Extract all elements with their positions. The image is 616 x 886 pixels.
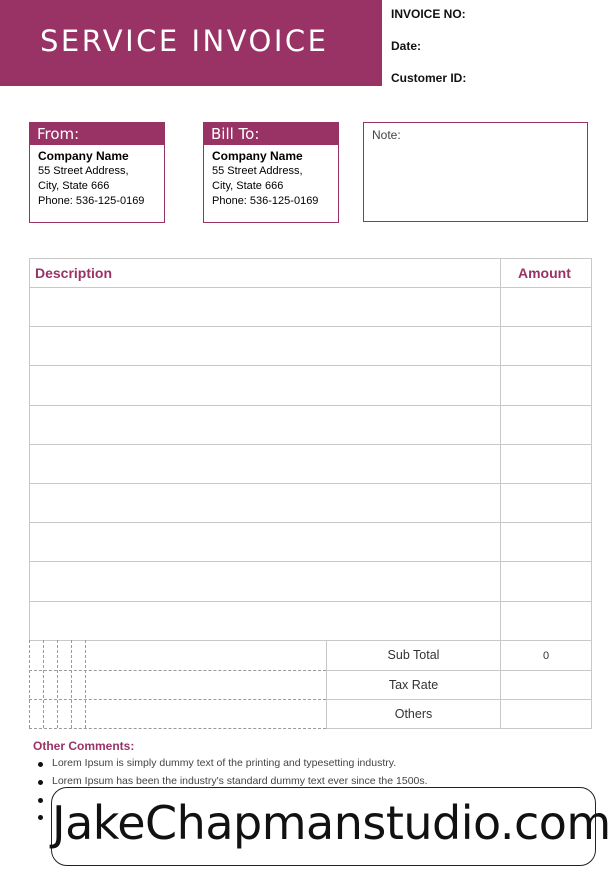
amount-header: Amount <box>518 265 571 281</box>
from-heading: From: <box>30 123 164 145</box>
bill-to-street: 55 Street Address, <box>212 165 303 177</box>
bullet <box>38 798 43 803</box>
table-row-divider <box>29 405 592 406</box>
summary-row-divider <box>326 670 592 671</box>
watermark-banner <box>51 787 611 866</box>
bullet <box>38 762 43 767</box>
title-band <box>0 0 382 86</box>
subtotal-value[interactable]: 0 <box>542 650 550 662</box>
dashed-col-line <box>57 640 58 728</box>
dashed-col-line <box>43 640 44 728</box>
from-street: 55 Street Address, <box>38 165 129 177</box>
customer-id-label: Customer ID: <box>391 71 467 85</box>
bill-to-company: Company Name <box>212 149 303 163</box>
tax-rate-label: Tax Rate <box>388 678 439 692</box>
bill-to-box <box>203 122 339 223</box>
bill-to-heading: Bill To: <box>204 123 338 145</box>
table-row-divider <box>29 326 592 327</box>
table-column-divider <box>500 258 501 640</box>
comment-item: Lorem Ipsum has been the industry's standard dummy text ever since the 1500s. <box>52 775 428 787</box>
subtotal-label: Sub Total <box>387 648 440 662</box>
table-row-divider <box>29 561 592 562</box>
from-phone: Phone: 536-125-0169 <box>38 195 145 207</box>
bullet <box>38 815 43 820</box>
table-left-border <box>29 258 30 640</box>
dashed-col-line <box>85 640 86 728</box>
date-label: Date: <box>391 39 422 53</box>
invoice-no-label: INVOICE NO: <box>391 7 466 21</box>
table-right-border <box>591 258 592 640</box>
invoice-title: SERVICE INVOICE <box>40 24 329 58</box>
note-box[interactable] <box>363 122 588 222</box>
summary-row-divider <box>326 699 592 700</box>
from-company: Company Name <box>38 149 129 163</box>
summary-right-border <box>591 640 592 728</box>
others-label: Others <box>394 707 433 721</box>
from-city: City, State 666 <box>38 180 110 192</box>
table-header-divider <box>29 287 592 288</box>
dashed-row-line <box>29 728 326 729</box>
table-row-divider <box>29 444 592 445</box>
dashed-col-line <box>71 640 72 728</box>
comment-item: Lorem Ipsum is simply dummy text of the printing and typesetting industry. <box>52 757 397 769</box>
table-row-divider <box>29 483 592 484</box>
table-top-border <box>29 258 592 259</box>
dashed-row-line <box>29 670 326 671</box>
description-header: Description <box>35 265 113 281</box>
bill-to-phone: Phone: 536-125-0169 <box>212 195 319 207</box>
bill-to-city: City, State 666 <box>212 180 284 192</box>
bullet <box>38 780 43 785</box>
from-box <box>29 122 165 223</box>
table-row-divider <box>29 601 592 602</box>
summary-bottom-border <box>326 728 592 729</box>
dashed-col-line <box>29 640 30 728</box>
watermark-text: JakeChapmanstudio.com <box>52 796 611 850</box>
table-bottom-border <box>29 640 592 641</box>
note-label: Note: <box>372 128 401 142</box>
comments-title: Other Comments: <box>33 739 135 753</box>
table-row-divider <box>29 522 592 523</box>
table-row-divider <box>29 365 592 366</box>
dashed-row-line <box>29 699 326 700</box>
